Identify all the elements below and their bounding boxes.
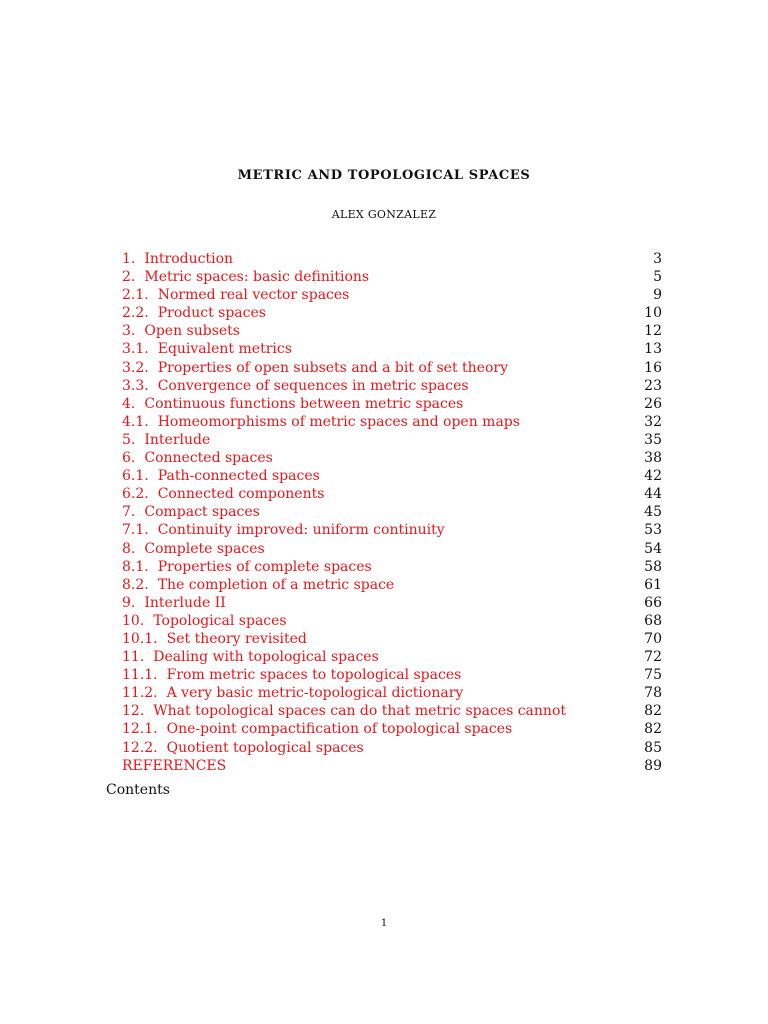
toc-entry-page: 44 [644, 486, 662, 503]
toc-entry[interactable] [122, 485, 662, 503]
toc-entry-number: 10.1. [122, 630, 158, 647]
toc-entry-page: 82 [644, 721, 662, 738]
toc-entry-title[interactable]: Homeomorphisms of metric spaces and open maps [157, 413, 520, 430]
toc-entry-page: 26 [644, 395, 662, 412]
toc-entry-page: 23 [644, 377, 662, 394]
toc-entry[interactable] [122, 304, 662, 322]
toc-entry[interactable] [122, 395, 662, 413]
toc-entry-title[interactable]: Introduction [144, 251, 234, 267]
document-author: ALEX GONZALEZ [331, 208, 437, 221]
toc-entry[interactable] [122, 340, 662, 358]
toc-entry-page: 82 [644, 703, 662, 720]
toc-entry-title[interactable]: Interlude II [144, 594, 226, 611]
toc-entry-page: 45 [644, 504, 662, 521]
toc-entry[interactable] [122, 576, 662, 594]
toc-entry-number: 3. [122, 323, 136, 340]
toc-entry[interactable] [122, 413, 662, 431]
toc-entry-number: 12.2. [122, 739, 158, 756]
toc-entry-page: 70 [644, 630, 662, 647]
toc-entry-page: 42 [644, 468, 662, 485]
toc-entry-title[interactable]: A very basic metric-topological dictionary [166, 685, 464, 702]
table-of-contents [122, 250, 662, 775]
toc-entry-number: 3.1. [122, 341, 149, 358]
page-number: 1 [380, 918, 388, 929]
toc-entry-title[interactable]: Path-connected spaces [157, 468, 320, 485]
toc-entry[interactable] [122, 286, 662, 304]
toc-entry-title[interactable]: Topological spaces [153, 612, 287, 629]
toc-entry-title[interactable]: Convergence of sequences in metric spaces [157, 377, 469, 394]
toc-entry-title[interactable]: Equivalent metrics [157, 341, 292, 358]
toc-entry[interactable] [122, 757, 662, 775]
toc-entry-title[interactable]: From metric spaces to topological spaces [166, 667, 462, 684]
toc-entry-title[interactable]: Quotient topological spaces [166, 739, 364, 756]
toc-entry-title[interactable]: The completion of a metric space [157, 576, 395, 593]
toc-entry[interactable] [122, 666, 662, 684]
toc-entry-number: 4. [122, 395, 136, 412]
toc-entry[interactable] [122, 739, 662, 757]
toc-entry[interactable] [122, 540, 662, 558]
toc-entry-page: 61 [644, 576, 662, 593]
toc-entry[interactable] [122, 630, 662, 648]
toc-entry[interactable] [122, 702, 662, 720]
toc-entry[interactable] [122, 521, 662, 539]
document-title: METRIC AND TOPOLOGICAL SPACES [237, 168, 531, 183]
toc-entry-title[interactable]: Product spaces [157, 305, 266, 322]
toc-entry[interactable] [122, 467, 662, 485]
toc-entry-title[interactable]: REFERENCES [122, 757, 227, 774]
toc-entry-number: 7.1. [122, 522, 149, 539]
toc-entry[interactable] [122, 558, 662, 576]
toc-entry-page: 72 [644, 649, 662, 666]
toc-entry-title[interactable]: Continuity improved: uniform continuity [157, 522, 445, 539]
toc-entry[interactable] [122, 377, 662, 395]
toc-entry-title[interactable]: Metric spaces: basic definitions [144, 269, 370, 286]
toc-entry-number: 6.1. [122, 468, 149, 485]
toc-entry-title[interactable]: Open subsets [144, 323, 240, 340]
toc-entry-title[interactable]: Properties of complete spaces [157, 558, 372, 575]
toc-entry-number: 12.1. [122, 721, 158, 738]
toc-entry-page: 5 [653, 269, 662, 286]
toc-entry[interactable] [122, 503, 662, 521]
toc-entry[interactable] [122, 268, 662, 286]
toc-entry-page: 32 [644, 413, 662, 430]
toc-entry-page: 10 [644, 305, 662, 322]
toc-entry-number: 8. [122, 540, 136, 557]
toc-entry-number: 8.2. [122, 576, 149, 593]
toc-entry-page: 78 [644, 685, 662, 702]
toc-entry-title[interactable]: Continuous functions between metric spaces [144, 395, 464, 412]
toc-entry[interactable] [122, 250, 662, 268]
toc-entry-page: 35 [644, 431, 662, 448]
toc-entry[interactable] [122, 684, 662, 702]
toc-entry-page: 16 [644, 359, 662, 376]
toc-entry-page: 66 [644, 594, 662, 611]
toc-entry-number: 1. [122, 251, 136, 267]
toc-entry-title[interactable]: Dealing with topological spaces [153, 649, 379, 666]
toc-entry-title[interactable]: Set theory revisited [166, 630, 307, 647]
toc-entry-page: 89 [644, 757, 662, 774]
toc-entry-number: 7. [122, 504, 136, 521]
toc-entry-page: 58 [644, 558, 662, 575]
toc-entry-title[interactable]: Connected components [157, 486, 325, 503]
toc-entry[interactable] [122, 431, 662, 449]
toc-entry-number: 2.1. [122, 287, 149, 304]
toc-entry-page: 68 [644, 612, 662, 629]
toc-entry-page: 3 [653, 251, 662, 267]
toc-entry-page: 38 [644, 450, 662, 467]
toc-entry[interactable] [122, 594, 662, 612]
toc-entry-number: 6.2. [122, 486, 149, 503]
toc-entry-number: 5. [122, 431, 136, 448]
toc-entry-title[interactable]: Connected spaces [144, 450, 273, 467]
toc-entry-title[interactable]: Compact spaces [144, 504, 260, 521]
toc-entry-number: 3.2. [122, 359, 149, 376]
toc-entry[interactable] [122, 612, 662, 630]
toc-entry-number: 8.1. [122, 558, 149, 575]
toc-entry-title[interactable]: Properties of open subsets and a bit of set theory [157, 359, 508, 376]
toc-entry-number: 3.3. [122, 377, 149, 394]
toc-entry[interactable] [122, 449, 662, 467]
toc-entry-number: 2. [122, 269, 136, 286]
toc-entry-page: 12 [644, 323, 662, 340]
toc-entry-number: 2.2. [122, 305, 149, 322]
toc-entry[interactable] [122, 359, 662, 377]
toc-entry-page: 9 [653, 287, 662, 304]
toc-entry-page: 53 [644, 522, 662, 539]
toc-entry-title[interactable]: Normed real vector spaces [157, 287, 350, 304]
toc-entry-number: 6. [122, 450, 136, 467]
toc-entry-title[interactable]: Complete spaces [144, 540, 265, 557]
toc-entry-number: 12. [122, 703, 145, 720]
toc-entry-page: 75 [644, 667, 662, 684]
toc-entry-title[interactable]: Interlude [144, 431, 211, 448]
toc-entry-number: 11. [122, 649, 145, 666]
toc-entry-number: 11.1. [122, 667, 158, 684]
toc-entry[interactable] [122, 720, 662, 738]
toc-entry-number: 11.2. [122, 685, 158, 702]
toc-entry[interactable] [122, 648, 662, 666]
toc-entry-number: 4.1. [122, 413, 149, 430]
toc-entry-number: 9. [122, 594, 136, 611]
toc-entry-page: 13 [644, 341, 662, 358]
toc-entry-page: 85 [644, 739, 662, 756]
toc-entry-title[interactable]: What topological spaces can do that metric spaces cannot [153, 703, 566, 720]
toc-entry-number: 10. [122, 612, 145, 629]
toc-entry[interactable] [122, 322, 662, 340]
toc-entry-title[interactable]: One-point compactification of topological spaces [166, 721, 513, 738]
contents-heading: Contents [106, 782, 170, 798]
toc-entry-page: 54 [644, 540, 662, 557]
